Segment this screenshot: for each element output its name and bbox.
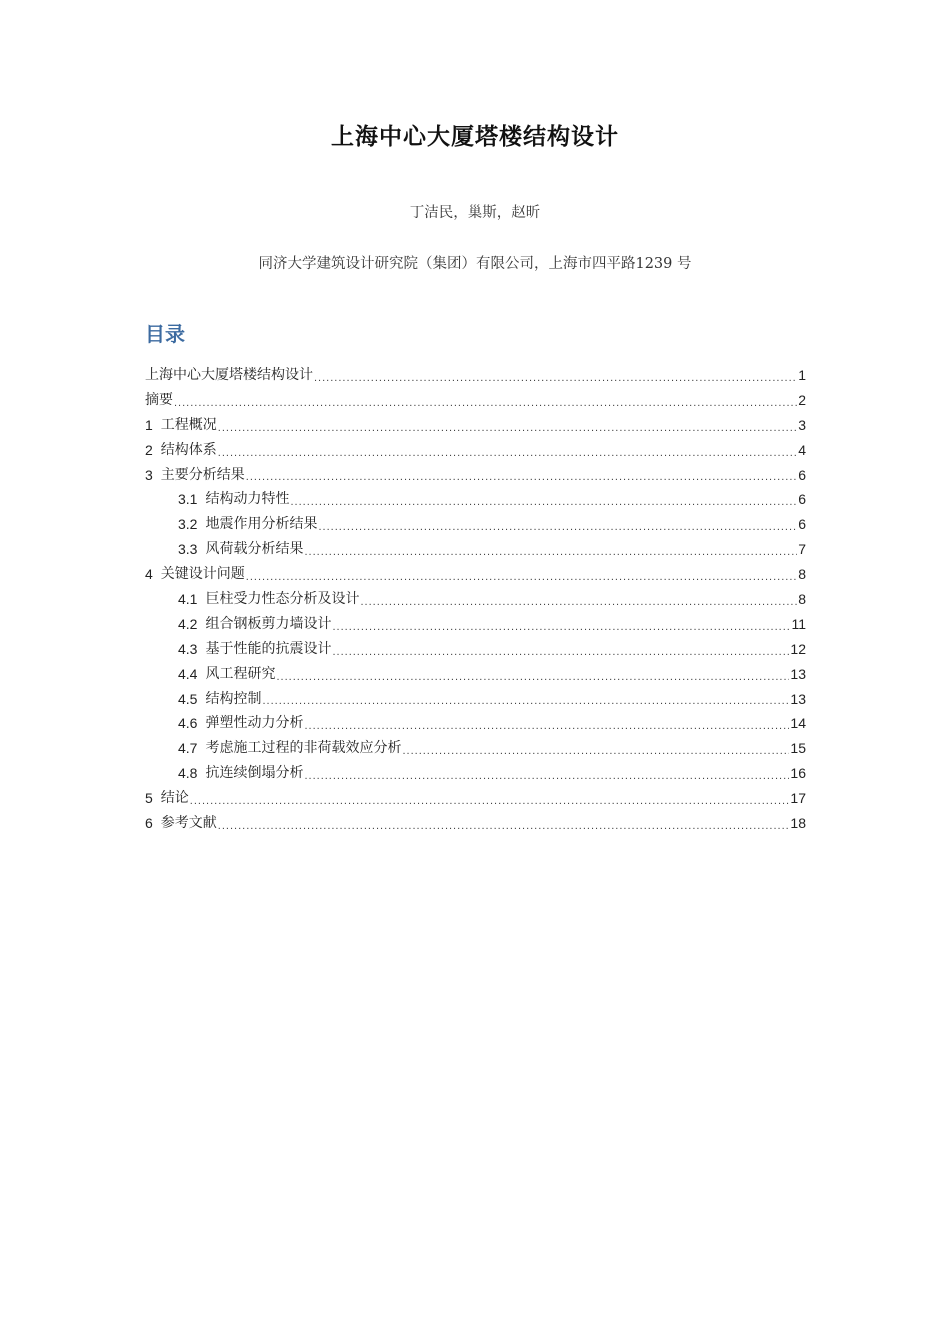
toc-entry-number: 4 (145, 566, 153, 583)
toc-entry-number: 5 (145, 790, 153, 807)
toc-entry[interactable] (145, 761, 806, 786)
toc-entry-title: 参考文献 (160, 815, 217, 832)
toc-dot-leader (246, 567, 797, 587)
toc-entry-page-number: 6 (798, 491, 806, 508)
toc-entry-title: 摘要 (145, 391, 173, 408)
toc-entry-title: 结论 (160, 790, 189, 807)
toc-entry[interactable] (145, 736, 806, 761)
toc-entry[interactable] (145, 487, 806, 512)
toc-entry[interactable] (145, 363, 806, 388)
table-of-contents (145, 363, 806, 836)
toc-entry-title: 弹塑性动力分析 (205, 715, 304, 732)
document-affiliation: 同济大学建筑设计研究院（集团）有限公司，上海市四平路1239 号 (258, 256, 692, 272)
toc-entry[interactable] (145, 637, 806, 662)
toc-entry[interactable] (145, 463, 806, 488)
toc-dot-leader (314, 368, 797, 388)
toc-entry-title: 结构动力特性 (205, 491, 290, 508)
toc-entry[interactable] (145, 612, 806, 637)
toc-entry-page-number: 7 (798, 541, 806, 558)
toc-entry-title: 抗连续倒塌分析 (205, 765, 304, 782)
toc-entry[interactable] (145, 537, 806, 562)
toc-entry-number: 4.7 (178, 740, 198, 757)
toc-entry-page-number: 13 (790, 665, 806, 682)
toc-entry-title: 风荷载分析结果 (205, 541, 304, 558)
toc-entry-title: 结构体系 (160, 441, 217, 458)
toc-dot-leader (360, 592, 797, 612)
toc-entry-number: 1 (145, 416, 153, 433)
toc-entry-page-number: 17 (790, 790, 806, 807)
toc-heading: 目录 (145, 322, 185, 346)
toc-dot-leader (332, 617, 790, 637)
toc-entry-number: 4.5 (178, 690, 198, 707)
toc-entry-title: 巨柱受力性态分析及设计 (205, 591, 360, 607)
toc-entry-number: 3.1 (178, 491, 198, 508)
toc-entry-number: 4.8 (178, 765, 198, 782)
toc-dot-leader (318, 517, 797, 537)
toc-entry-page-number: 13 (790, 690, 806, 707)
toc-entry-number: 4.2 (178, 615, 198, 632)
toc-entry[interactable] (145, 687, 806, 712)
toc-dot-leader (246, 467, 797, 487)
toc-entry-title: 考虑施工过程的非荷载效应分析 (205, 740, 402, 757)
toc-entry-title: 风工程研究 (205, 665, 276, 682)
toc-entry[interactable] (145, 811, 806, 836)
toc-entry-number: 3.2 (178, 516, 198, 533)
toc-dot-leader (402, 741, 789, 761)
toc-entry-page-number: 2 (798, 391, 806, 408)
toc-entry-title: 组合钢板剪力墙设计 (205, 615, 332, 632)
toc-dot-leader (190, 791, 790, 811)
toc-entry[interactable] (145, 711, 806, 736)
toc-dot-leader (262, 691, 789, 711)
toc-entry-page-number: 1 (798, 366, 806, 383)
toc-entry-page-number: 6 (798, 466, 806, 483)
toc-entry-title: 基于性能的抗震设计 (205, 640, 332, 657)
toc-entry-title: 结构控制 (205, 690, 262, 707)
toc-entry-page-number: 8 (798, 566, 806, 583)
toc-entry[interactable] (145, 587, 806, 612)
toc-dot-leader (304, 766, 789, 786)
toc-entry[interactable] (145, 512, 806, 537)
toc-entry[interactable] (145, 562, 806, 587)
toc-entry-number: 2 (145, 441, 153, 458)
toc-entry-number: 3 (145, 466, 153, 483)
document-authors: 丁洁民，巢斯，赵昕 (409, 205, 541, 221)
toc-entry-page-number: 15 (790, 740, 806, 757)
toc-entry-title: 上海中心大厦塔楼结构设计 (145, 366, 313, 383)
toc-entry-page-number: 14 (790, 715, 806, 732)
toc-dot-leader (304, 716, 789, 736)
toc-entry-page-number: 8 (798, 591, 806, 607)
toc-dot-leader (276, 667, 789, 687)
toc-entry-number: 4.4 (178, 665, 198, 682)
toc-entry-page-number: 16 (790, 765, 806, 782)
document-title: 上海中心大厦塔楼结构设计 (331, 123, 619, 150)
toc-entry-number: 4.6 (178, 715, 198, 732)
toc-dot-leader (218, 443, 797, 463)
toc-entry-page-number: 11 (791, 615, 806, 632)
toc-entry-title: 地震作用分析结果 (205, 516, 318, 533)
toc-entry-number: 4.1 (178, 591, 198, 607)
toc-entry-page-number: 4 (798, 441, 806, 458)
toc-entry[interactable] (145, 438, 806, 463)
toc-entry-page-number: 12 (790, 640, 806, 657)
toc-entry-page-number: 6 (798, 516, 806, 533)
toc-dot-leader (332, 642, 789, 662)
toc-dot-leader (290, 492, 797, 512)
toc-dot-leader (218, 418, 797, 438)
toc-dot-leader (218, 816, 790, 836)
toc-entry[interactable] (145, 413, 806, 438)
toc-entry-page-number: 3 (798, 416, 806, 433)
toc-entry-title: 关键设计问题 (160, 566, 245, 583)
toc-entry-number: 3.3 (178, 541, 198, 558)
toc-entry-number: 6 (145, 815, 153, 832)
toc-entry-title: 工程概况 (160, 416, 217, 433)
toc-dot-leader (174, 393, 797, 413)
toc-entry[interactable] (145, 388, 806, 413)
toc-entry[interactable] (145, 662, 806, 687)
toc-entry-title: 主要分析结果 (160, 466, 245, 483)
toc-entry-page-number: 18 (790, 815, 806, 832)
toc-dot-leader (304, 542, 797, 562)
toc-entry[interactable] (145, 786, 806, 811)
toc-entry-number: 4.3 (178, 640, 198, 657)
